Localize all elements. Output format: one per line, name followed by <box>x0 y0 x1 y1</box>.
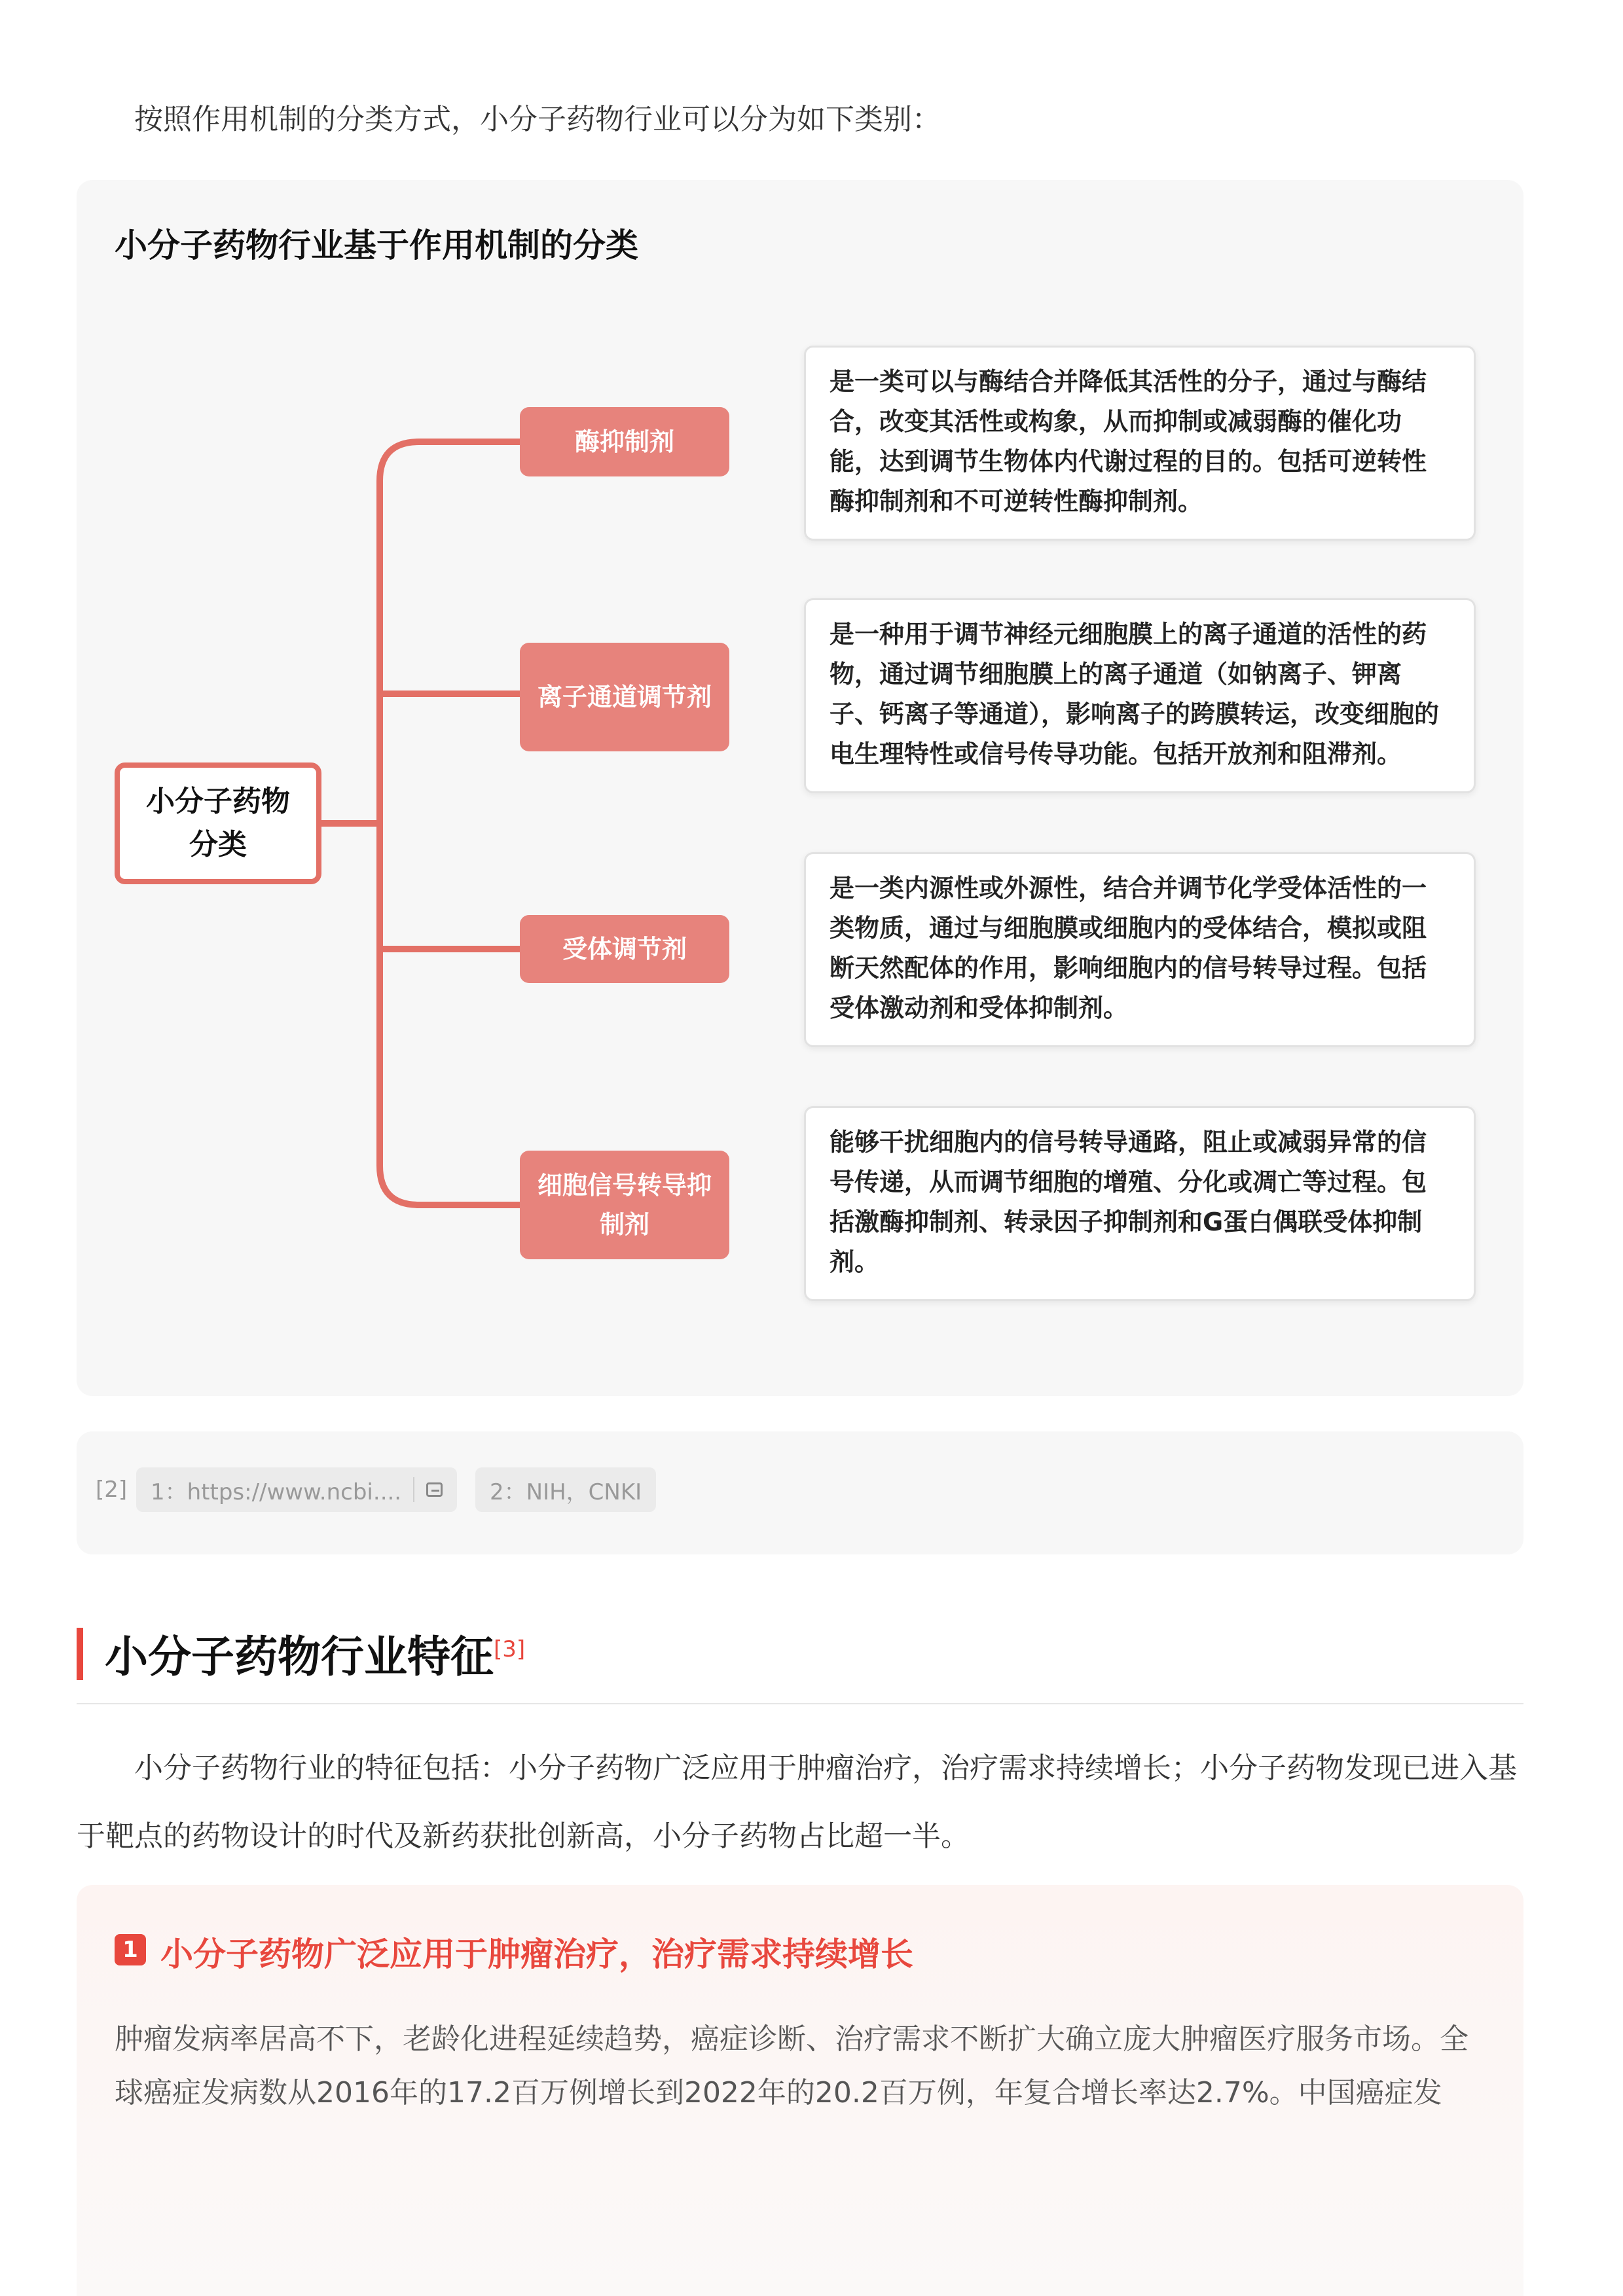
source-chip-2[interactable] <box>475 1467 656 1512</box>
section-paragraph: 小分子药物行业的特征包括：小分子药物广泛应用于肿瘤治疗，治疗需求持续增长；小分子药物发现已进入基于靶点的药物设计的时代及新药获批创新高，小分子药物占比超一半。 <box>77 1751 1517 1853</box>
chip-divider <box>413 1477 414 1502</box>
mindmap-root-node: 小分子药物分类 <box>115 762 321 884</box>
description-enzyme-inhibitor: 是一类可以与酶结合并降低其活性的分子，通过与酶结合，改变其活性或构象，从而抑制或减弱酶的催化功能，达到调节生物体内代谢过程的目的。包括可逆转性酶抑制剂和不可逆转性酶抑制剂。 <box>804 346 1476 541</box>
feature-title: 小分子药物广泛应用于肿瘤治疗，治疗需求持续增长 <box>160 1935 913 1973</box>
source-chip-1[interactable] <box>136 1467 457 1512</box>
section-title <box>105 1622 525 1684</box>
branch-ion-channel-modulator: 离子通道调节剂 <box>520 643 729 751</box>
feature-body: 肿瘤发病率居高不下，老龄化进程延续趋势，癌症诊断、治疗需求不断扩大确立庞大肿瘤医疗服务市场。全球癌症发病数从2016年的17.2百万例增长到2022年的20.2百万例，年复合增长率达2.7%。中国癌症发 <box>115 2022 1468 2109</box>
section-accent-bar <box>77 1628 83 1680</box>
branch-receptor-modulator: 受体调节剂 <box>520 915 729 983</box>
feature-number-badge: 1 <box>115 1934 146 1965</box>
branch-enzyme-inhibitor: 酶抑制剂 <box>520 407 729 476</box>
intro-text: 按照作用机制的分类方式，小分子药物行业可以分为如下类别： <box>134 103 941 136</box>
section-ref-link[interactable]: [3] <box>494 1636 526 1662</box>
description-ion-channel-modulator: 是一种用于调节神经元细胞膜上的离子通道的活性的药物，通过调节细胞膜上的离子通道（如钠离子、钾离子、钙离子等通道），影响离子的跨膜转运，改变细胞的电生理特性或信号传导功能。包括开放剂和阻滞剂。 <box>804 598 1476 793</box>
section-divider <box>77 1703 1523 1704</box>
branch-signal-transduction-inhibitor: 细胞信号转导抑制剂 <box>520 1151 729 1259</box>
description-signal-transduction-inhibitor: 能够干扰细胞内的信号转导通路，阻止或减弱异常的信号传递，从而调节细胞的增殖、分化或凋亡等过程。包括激酶抑制剂、转录因子抑制剂和G蛋白偶联受体抑制剂。 <box>804 1106 1476 1301</box>
source-chip-1-text: 1：https://www.ncbi.... <box>151 1479 402 1505</box>
source-chip-2-text: 2：NIH，CNKI <box>490 1479 642 1505</box>
source-ref-number: [2] <box>96 1477 128 1503</box>
link-icon[interactable] <box>426 1482 443 1497</box>
connector-trunk-top <box>380 442 520 1205</box>
description-receptor-modulator: 是一类内源性或外源性，结合并调节化学受体活性的一类物质，通过与细胞膜或细胞内的受体结合，模拟或阻断天然配体的作用，影响细胞内的信号转导过程。包括受体激动剂和受体抑制剂。 <box>804 852 1476 1047</box>
mindmap-title: 小分子药物行业基于作用机制的分类 <box>115 226 638 264</box>
section-title-text: 小分子药物行业特征 <box>105 1632 494 1682</box>
